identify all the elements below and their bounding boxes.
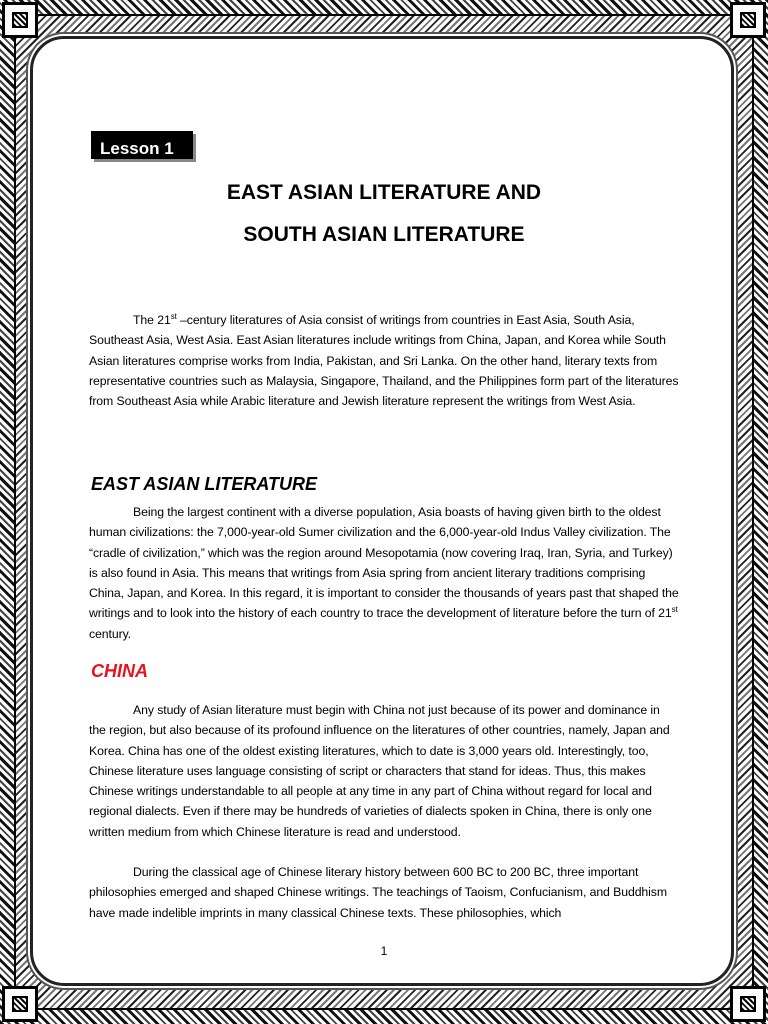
section-heading-east-asian: EAST ASIAN LITERATURE [91, 474, 318, 494]
intro-lead: The 21 [133, 313, 171, 327]
china-paragraph-1 [89, 700, 679, 842]
intro-paragraph [89, 310, 679, 411]
intro-sup: st [170, 311, 177, 321]
china-para2-text: During the classical age of Chinese literary history between 600 BC to 200 BC, three important philosophies emerged and shaped Chinese writings. The teachings of Taoism, Confucianism, and Buddhism have made indelible imprints in many classical Chinese texts. These philosophies, which [89, 865, 667, 920]
china-paragraph-2 [89, 862, 679, 923]
title-line-1: EAST ASIAN LITERATURE AND [226, 181, 542, 204]
corner-ornament-top-left [2, 2, 38, 38]
page-number: 1 [380, 944, 388, 958]
intro-rest: –century literatures of Asia consist of writings from countries in East Asia, South Asia, Southeast Asia, West Asia. East Asian literatures include writings from China, Japan, and Korea while South Asian literatures comprise works from India, Pakistan, and Sri Lanka. On the other hand, literary texts from representative countries such as Malaysia, Singapore, Thailand, and the Philippines form part of the literatures from Southeast Asia while Arabic literature and Jewish literature represent the writings from West Asia. [89, 313, 679, 409]
east-asian-paragraph [89, 502, 679, 644]
section-heading-china: CHINA [91, 661, 148, 681]
corner-ornament-top-right [730, 2, 766, 38]
lesson-badge: Lesson 1 [91, 131, 193, 159]
corner-ornament-bottom-right [730, 986, 766, 1022]
title-line-2: SOUTH ASIAN LITERATURE [243, 223, 525, 246]
page-title [90, 172, 678, 256]
corner-ornament-bottom-left [2, 986, 38, 1022]
east-text: Being the largest continent with a diverse population, Asia boasts of having given birth to the oldest human civilizations: the 7,000-year-old Sumer civilization and the 6,000-year-old Indus Valley civilization. The “cradle of civilization,” which was the region around Mesopotamia (now covering Iraq, Iran, Syria, and Turkey) is also found in Asia. This means that writings from Asia spring from ancient literary traditions comprising China, Japan, and Korea. In this regard, it is important to consider the thousands of years past that shaped the writings and to look into the history of each country to trace the development of literature before the turn of 21 [89, 505, 679, 621]
china-para1-text: Any study of Asian literature must begin with China not just because of its power and dominance in the region, but also because of its profound influence on the literatures of other countries, namely, Japan and Korea. China has one of the oldest existing literatures, which to date is 3,000 years old. Interestingly, too, Chinese literature uses language consisting of script or characters that stand for ideas. Thus, this makes Chinese writings understandable to all people at any time in any part of China without regard for local and regional dialects. Even if there may be hundreds of varieties of dialects spoken in China, there is only one written medium from which Chinese literature is read and understood. [89, 703, 670, 839]
east-sup: st [671, 605, 678, 615]
east-tail: century. [89, 626, 132, 641]
